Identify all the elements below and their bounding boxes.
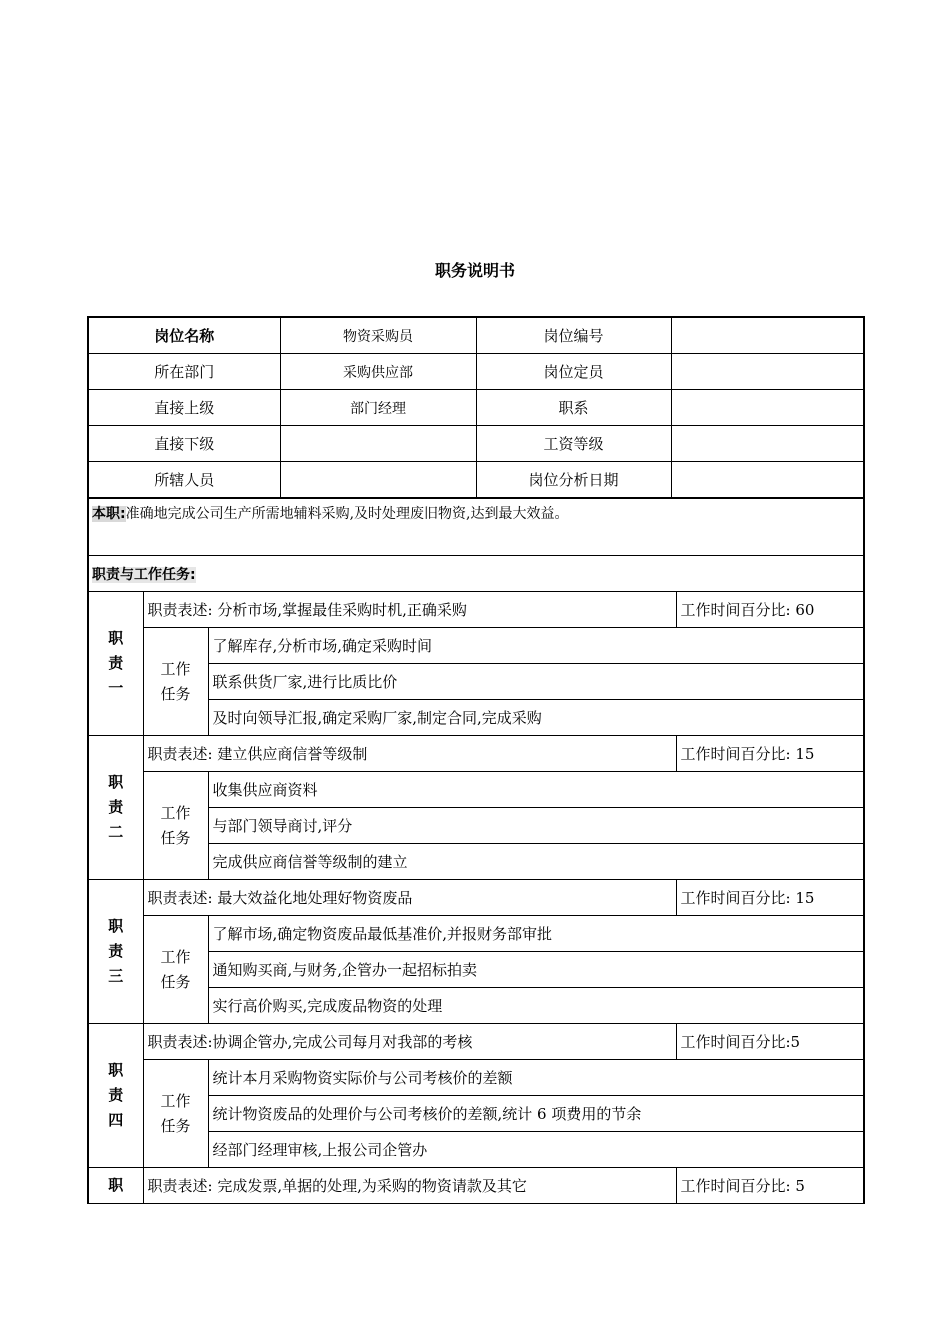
duty-row	[88, 1024, 864, 1060]
position-info-table	[87, 316, 865, 499]
duty-description: 职责表述: 分析市场,掌握最佳采购时机,正确采购	[143, 592, 676, 628]
field-label: 岗位编号	[476, 317, 671, 354]
duty-name	[88, 592, 143, 736]
field-value	[671, 426, 864, 462]
field-label: 所辖人员	[88, 462, 280, 499]
duty-name-text: 职责四	[108, 1061, 124, 1129]
task-item: 实行高价购买,完成废品物资的处理	[208, 988, 864, 1024]
duty-description: 职责表述:协调企管办,完成公司每月对我部的考核	[143, 1024, 676, 1060]
duty-name-text: 职	[108, 1176, 124, 1194]
duty-description: 职责表述: 完成发票,单据的处理,为采购的物资请款及其它	[143, 1168, 676, 1204]
task-item: 统计物资废品的处理价与公司考核价的差额,统计 6 项费用的节余	[208, 1096, 864, 1132]
duty-description: 职责表述: 建立供应商信誉等级制	[143, 736, 676, 772]
duty-row	[88, 736, 864, 772]
summary-label: 本职:	[92, 506, 126, 522]
field-label: 岗位分析日期	[476, 462, 671, 499]
field-label: 工资等级	[476, 426, 671, 462]
task-label-text: 工作任务	[160, 803, 191, 847]
task-row	[88, 916, 864, 952]
task-item: 联系供货厂家,进行比质比价	[208, 664, 864, 700]
duties-header-row	[88, 556, 864, 592]
task-label	[143, 628, 208, 736]
task-item: 经部门经理审核,上报公司企管办	[208, 1132, 864, 1168]
task-label-text: 工作任务	[160, 947, 191, 991]
field-label: 所在部门	[88, 354, 280, 390]
duty-description: 职责表述: 最大效益化地处理好物资废品	[143, 880, 676, 916]
task-label	[143, 772, 208, 880]
duty-row	[88, 592, 864, 628]
info-row	[88, 426, 864, 462]
task-row	[88, 1060, 864, 1096]
field-value	[671, 390, 864, 426]
field-value: 物资采购员	[280, 317, 476, 354]
duty-name	[88, 1168, 143, 1204]
field-value	[671, 317, 864, 354]
task-item: 与部门领导商讨,评分	[208, 808, 864, 844]
duties-header: 职责与工作任务:	[92, 566, 196, 583]
duty-time-percentage: 工作时间百分比: 60	[676, 592, 864, 628]
duty-name-text: 职责三	[108, 917, 124, 985]
task-row	[88, 628, 864, 664]
field-label: 直接下级	[88, 426, 280, 462]
job-summary	[88, 498, 864, 556]
duties-header-cell	[88, 556, 864, 592]
summary-text: 准确地完成公司生产所需地辅料采购,及时处理废旧物资,达到最大效益。	[125, 506, 569, 522]
page-title: 职务说明书	[434, 261, 515, 280]
field-value	[671, 462, 864, 499]
field-label: 职系	[476, 390, 671, 426]
task-item: 统计本月采购物资实际价与公司考核价的差额	[208, 1060, 864, 1096]
duty-time-percentage: 工作时间百分比: 15	[676, 880, 864, 916]
task-item: 了解市场,确定物资废品最低基准价,并报财务部审批	[208, 916, 864, 952]
field-value	[280, 426, 476, 462]
task-row	[88, 772, 864, 808]
task-item: 及时向领导汇报,确定采购厂家,制定合同,完成采购	[208, 700, 864, 736]
field-label: 岗位定员	[476, 354, 671, 390]
info-row	[88, 317, 864, 354]
task-item: 收集供应商资料	[208, 772, 864, 808]
info-row	[88, 390, 864, 426]
info-row	[88, 354, 864, 390]
info-row	[88, 462, 864, 499]
field-value	[280, 462, 476, 499]
duty-row	[88, 880, 864, 916]
task-item: 了解库存,分析市场,确定采购时间	[208, 628, 864, 664]
field-label: 直接上级	[88, 390, 280, 426]
duty-name	[88, 1024, 143, 1168]
field-value	[671, 354, 864, 390]
duty-time-percentage: 工作时间百分比: 15	[676, 736, 864, 772]
duty-name	[88, 736, 143, 880]
field-value: 采购供应部	[280, 354, 476, 390]
task-item: 通知购买商,与财务,企管办一起招标拍卖	[208, 952, 864, 988]
task-label	[143, 1060, 208, 1168]
field-value: 部门经理	[280, 390, 476, 426]
duty-name-text: 职责二	[108, 773, 124, 841]
duties-table	[87, 497, 865, 1204]
duty-name-text: 职责一	[108, 629, 124, 697]
duty-time-percentage: 工作时间百分比:5	[676, 1024, 864, 1060]
task-item: 完成供应商信誉等级制的建立	[208, 844, 864, 880]
duty-time-percentage: 工作时间百分比: 5	[676, 1168, 864, 1204]
field-label: 岗位名称	[88, 317, 280, 354]
task-label-text: 工作任务	[160, 1091, 191, 1135]
task-label	[143, 916, 208, 1024]
duty-row	[88, 1168, 864, 1204]
duty-name	[88, 880, 143, 1024]
task-label-text: 工作任务	[160, 659, 191, 703]
summary-row	[88, 498, 864, 556]
